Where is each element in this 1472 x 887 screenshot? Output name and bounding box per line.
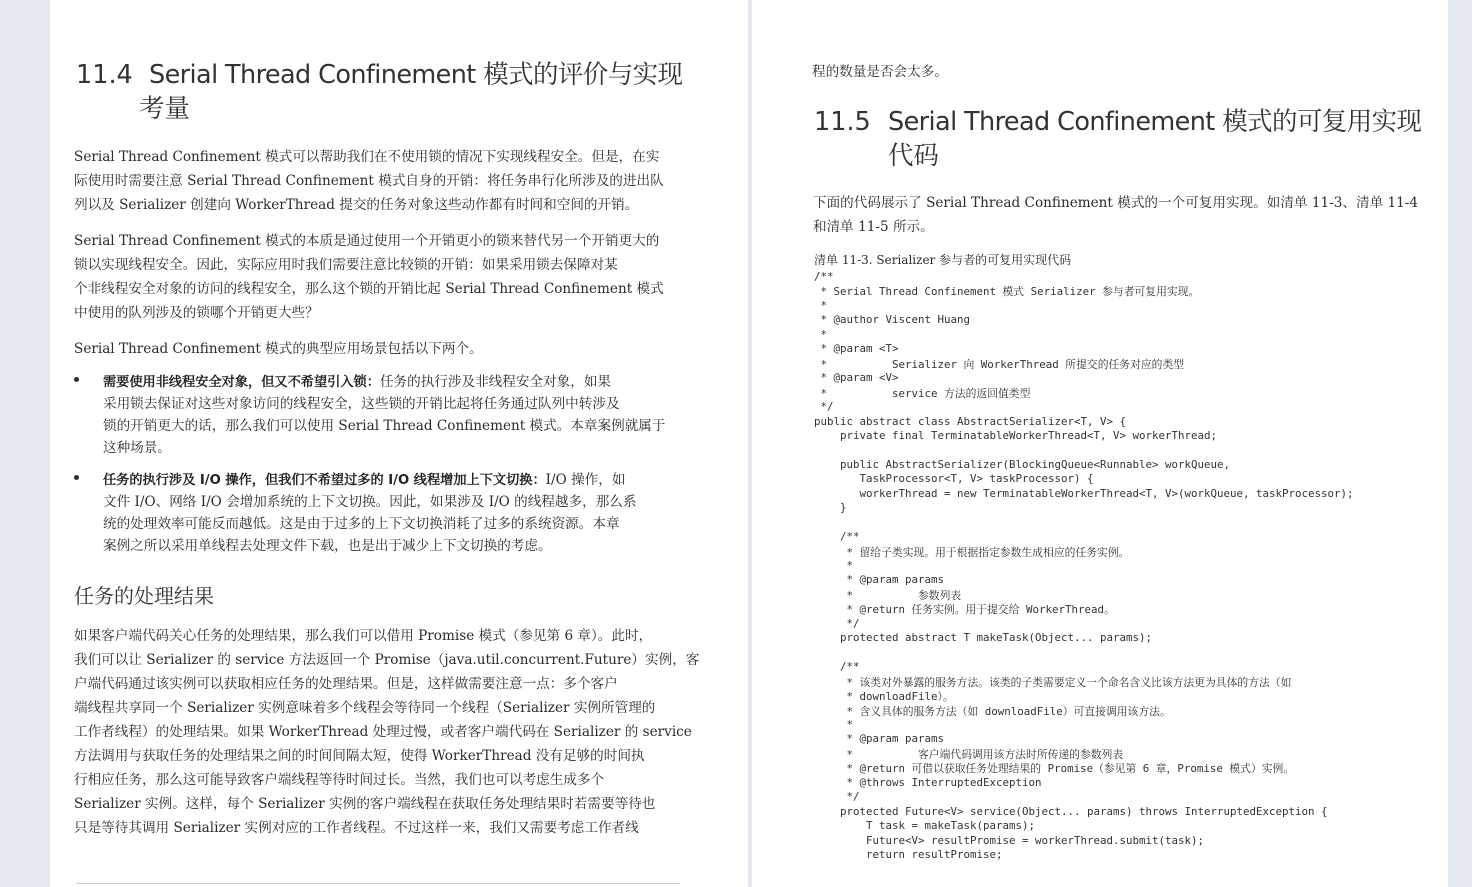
code-line: * downloadFile）。: [814, 690, 954, 704]
paragraph-line: 只是等待其调用 Serializer 实例对应的工作者线程。不过这样一来，我们又需要考虑工作者线: [74, 820, 639, 836]
code-line: public abstract class AbstractSerializer<T, V> {: [814, 414, 1127, 428]
paragraph-line: 工作者线程）的处理结果。如果 WorkerThread 处理过慢，或者客户端代码在 Serializer 的 service: [74, 724, 692, 740]
code-line: * @param <V>: [814, 371, 899, 385]
code-line: private final TerminatableWorkerThread<T, V> workerThread;: [814, 428, 1218, 442]
code-line: *: [814, 559, 854, 572]
code-line: */: [814, 400, 834, 414]
code-line: workerThread = new TerminatableWorkerThread<T, V>(workQueue, taskProcessor);: [814, 486, 1354, 500]
code-line: *: [814, 327, 828, 341]
paragraph-line: 和清单 11-5 所示。: [813, 219, 934, 235]
paragraph-line: 端线程共享同一个 Serializer 实例意味着多个线程会等待同一个线程（Serializer 实例所管理的: [74, 700, 656, 716]
paragraph-line: Serializer 实例。这样，每个 Serializer 实例的客户端线程在获取任务处理结果时若需要等待也: [74, 796, 656, 812]
paragraph-line: Serial Thread Confinement 模式的典型应用场景包括以下两个。: [74, 341, 483, 357]
code-line: }: [814, 501, 847, 515]
paragraph-line: Serial Thread Confinement 模式可以帮助我们在不使用锁的情况下实现线程安全。但是，在实: [74, 149, 660, 165]
code-line: /**: [814, 270, 834, 283]
bullet-heading: 任务的执行涉及 I/O 操作，但我们不希望过多的 I/O 线程增加上下文切换：: [103, 473, 546, 488]
code-line: * Serializer 向 WorkerThread 所提交的任务对应的类型: [814, 357, 1185, 371]
section-title-line2: 考量: [139, 94, 191, 124]
code-line: T task = makeTask(params);: [814, 819, 1036, 833]
bullet-line: 这种场景。: [103, 440, 171, 456]
code-line: TaskProcessor<T, V> taskProcessor) {: [814, 472, 1094, 486]
paragraph-line: 锁以实现线程安全。因此，实际应用时我们需要注意比较锁的开销：如果采用锁去保障对某: [74, 257, 618, 273]
paragraph-line: 行相应任务，那么这可能导致客户端线程等待时间过长。当然，我们也可以考虑生成多个: [74, 772, 605, 788]
code-line: protected Future<V> service(Object... params) throws InterruptedException {: [814, 804, 1328, 818]
code-line: * service 方法的返回值类型: [814, 386, 1031, 400]
code-line: * 参数列表: [814, 588, 962, 602]
code-line: */: [814, 616, 860, 630]
code-line: */: [814, 790, 860, 804]
page-bottom-rule: [76, 883, 680, 884]
code-line: * @param params: [814, 732, 945, 746]
bullet-line: 采用锁去保证对这些对象访问的线程安全，这些锁的开销比起将任务通过队列中转涉及: [103, 396, 620, 412]
code-line: * @return 可借以获取任务处理结果的 Promise（参见第 6 章，Promise 模式）实例。: [814, 762, 1295, 776]
code-line: * Serial Thread Confinement 模式 Serializer 参与者可复用实现。: [814, 285, 1200, 299]
bullet-line: 统的处理效率可能反而越低。这是由于过多的上下文切换消耗了过多的系统资源。本章: [103, 516, 620, 532]
code-line: * @throws InterruptedException: [814, 775, 1042, 789]
code-line: * 含义具体的服务方法（如 downloadFile）可直接调用该方法。: [814, 704, 1171, 718]
bullet-dot: [74, 475, 79, 480]
bullet-dot: [74, 377, 79, 382]
code-line: *: [814, 298, 828, 312]
code-line: *: [814, 717, 854, 731]
paragraph-line: 如果客户端代码关心任务的处理结果，那么我们可以借用 Promise 模式（参见第 6 章）。此时，: [74, 628, 653, 644]
listing-caption: 清单 11-3. Serializer 参与者的可复用实现代码: [814, 253, 1072, 267]
code-line: * @param params: [814, 573, 945, 587]
paragraph-line: 际使用时需要注意 Serial Thread Confinement 模式自身的开销：将任务串行化所涉及的进出队: [74, 173, 664, 189]
code-line: /**: [814, 660, 860, 674]
subsection-heading: 任务的处理结果: [74, 584, 214, 608]
paragraph-line: 程的数量是否会太多。: [812, 64, 948, 80]
code-line: return resultPromise;: [814, 848, 1003, 861]
section-number: 11.4: [76, 60, 133, 90]
paragraph-line: 户端代码通过该实例可以获取相应任务的处理结果。但是，这样做需要注意一点：多个客户: [74, 676, 618, 692]
bullet-text: 任务的执行涉及非线程安全对象，如果: [379, 374, 612, 390]
paragraph-line: Serial Thread Confinement 模式的本质是通过使用一个开销更小的锁来替代另一个开销更大的: [74, 233, 660, 249]
code-line: * 该类对外暴露的服务方法。该类的子类需要定义一个命名含义比该方法更为具体的方法（如: [814, 675, 1292, 689]
bullet-heading: 需要使用非线程安全对象，但又不希望引入锁：: [103, 375, 380, 390]
code-line: * @return 任务实例。用于提交给 WorkerThread。: [814, 603, 1115, 617]
code-line: public AbstractSerializer(BlockingQueue<Runnable> workQueue,: [814, 457, 1231, 471]
bullet-line-1: [103, 468, 625, 488]
paragraph-line: 方法调用与获取任务的处理结果之间的时间间隔太短，使得 WorkerThread 没有足够的时间执: [74, 748, 645, 764]
bullet-line: 案例之所以采用单线程去处理文件下载，也是出于减少上下文切换的考虑。: [103, 538, 552, 554]
paragraph-line: 中使用的队列涉及的锁哪个开销更大些？: [74, 305, 319, 321]
code-line: * @author Viscent Huang: [814, 313, 971, 327]
paragraph-line: 下面的代码展示了 Serial Thread Confinement 模式的一个可复用实现。如清单 11-3、清单 11-4: [813, 195, 1419, 211]
section-title-line2: 代码: [888, 141, 940, 171]
code-line: protected abstract T makeTask(Object... params);: [814, 631, 1153, 645]
section-number: 11.5: [814, 107, 871, 137]
section-title-line1: Serial Thread Confinement 模式的评价与实现: [149, 60, 683, 90]
section-title-line1: Serial Thread Confinement 模式的可复用实现: [888, 107, 1422, 137]
paragraph-line: 我们可以让 Serializer 的 service 方法返回一个 Promise（java.util.concurrent.Future）实例，客: [74, 652, 700, 668]
bullet-line: 锁的开销更大的话，那么我们可以使用 Serial Thread Confinement 模式。本章案例就属于: [103, 418, 666, 434]
paragraph-line: 列以及 Serializer 创建向 WorkerThread 提交的任务对象这些动作都有时间和空间的开销。: [74, 197, 639, 213]
bullet-line-1: [103, 370, 611, 390]
code-line: * 留给子类实现。用于根据指定参数生成相应的任务实例。: [814, 545, 1130, 559]
code-line: * 客户端代码调用该方法时所传递的参数列表: [814, 747, 1124, 761]
left-page: [50, 0, 748, 887]
bullet-line: 文件 I/O、网络 I/O 会增加系统的上下文切换。因此，如果涉及 I/O 的线程越多，那么系: [103, 494, 637, 510]
right-page: [752, 0, 1448, 887]
code-line: * @param <T>: [814, 342, 899, 356]
code-line: Future<V> resultPromise = workerThread.submit(task);: [814, 833, 1205, 847]
code-line: /**: [814, 530, 860, 544]
bullet-text: I/O 操作，如: [545, 472, 626, 488]
paragraph-line: 个非线程安全对象的访问的线程安全，那么这个锁的开销比起 Serial Thread Confinement 模式: [74, 281, 664, 297]
